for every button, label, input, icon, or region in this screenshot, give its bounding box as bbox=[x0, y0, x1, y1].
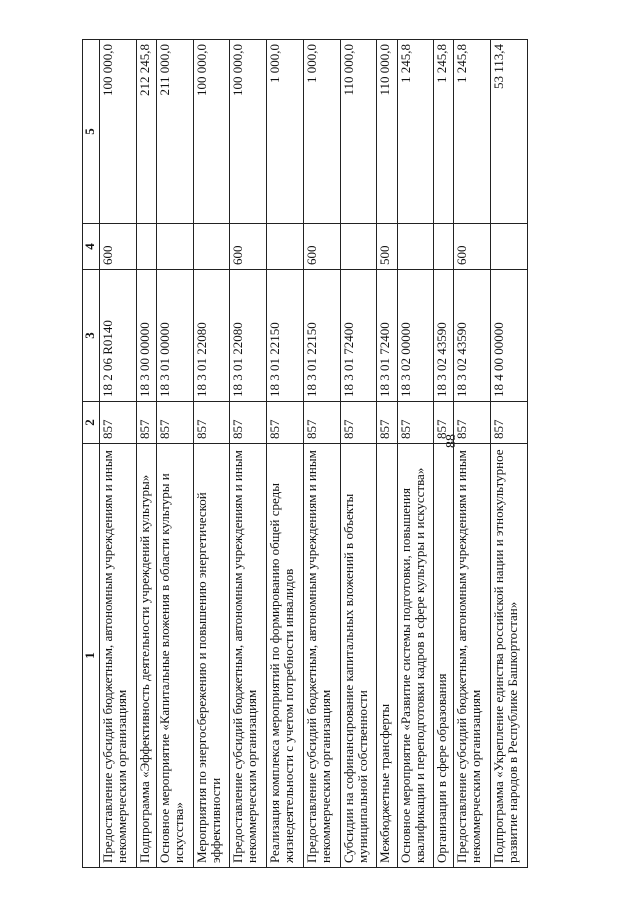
table-row bbox=[230, 40, 267, 868]
table-row bbox=[434, 40, 454, 868]
budget-table bbox=[82, 39, 528, 868]
row-ministry-code: 857 bbox=[230, 402, 267, 444]
row-amount: 1 000,0 bbox=[303, 40, 340, 224]
row-amount: 1 245,8 bbox=[397, 40, 434, 224]
row-name: Реализация комплекса мероприятий по формированию общей среды жизнедеятельности с учетом потребности инвалидов bbox=[267, 444, 304, 868]
header-col-3: 3 bbox=[83, 270, 100, 402]
row-target-code: 18 3 02 00000 bbox=[397, 270, 434, 402]
row-expense-type: 600 bbox=[230, 224, 267, 270]
row-name: Предоставление субсидий бюджетным, автономным учреждениям и иным некоммерческим организациям bbox=[303, 444, 340, 868]
row-name: Подпрограмма «Укрепление единства российской нации и этнокультурное развитие народов в Республике Башкортостан» bbox=[491, 444, 528, 868]
row-expense-type bbox=[156, 224, 193, 270]
row-expense-type: 500 bbox=[377, 224, 397, 270]
table-row bbox=[193, 40, 230, 868]
row-amount: 110 000,0 bbox=[340, 40, 377, 224]
row-ministry-code: 857 bbox=[377, 402, 397, 444]
row-name: Предоставление субсидий бюджетным, автономным учреждениям и иным некоммерческим организациям bbox=[100, 444, 137, 868]
table-row bbox=[377, 40, 397, 868]
table-row bbox=[267, 40, 304, 868]
row-target-code: 18 3 01 72400 bbox=[340, 270, 377, 402]
row-ministry-code: 857 bbox=[397, 402, 434, 444]
table-body bbox=[100, 40, 528, 868]
row-target-code: 18 3 01 00000 bbox=[156, 270, 193, 402]
row-name: Организации в сфере образования bbox=[434, 444, 454, 868]
row-ministry-code: 857 bbox=[193, 402, 230, 444]
table-rotator bbox=[82, 40, 528, 868]
row-amount: 211 000,0 bbox=[156, 40, 193, 224]
row-name: Основное мероприятие «Развитие системы подготовки, повышения квалификации и переподготовки кадров в сфере культуры и искусства» bbox=[397, 444, 434, 868]
page-number: 88 bbox=[444, 434, 459, 448]
row-amount: 1 000,0 bbox=[267, 40, 304, 224]
row-ministry-code: 857 bbox=[156, 402, 193, 444]
row-expense-type bbox=[434, 224, 454, 270]
table-row bbox=[303, 40, 340, 868]
row-target-code: 18 3 02 43590 bbox=[454, 270, 491, 402]
row-target-code: 18 3 01 22150 bbox=[303, 270, 340, 402]
row-expense-type bbox=[397, 224, 434, 270]
header-col-5: 5 bbox=[83, 40, 100, 224]
row-ministry-code: 857 bbox=[340, 402, 377, 444]
row-expense-type bbox=[267, 224, 304, 270]
row-expense-type bbox=[136, 224, 156, 270]
row-expense-type: 600 bbox=[454, 224, 491, 270]
table-row bbox=[100, 40, 137, 868]
row-target-code: 18 3 01 22150 bbox=[267, 270, 304, 402]
table-row bbox=[454, 40, 491, 868]
header-col-2: 2 bbox=[83, 402, 100, 444]
row-ministry-code: 857 bbox=[454, 402, 491, 444]
header-row bbox=[83, 40, 100, 868]
row-name: Мероприятия по энергосбережению и повышению энергетической эффективности bbox=[193, 444, 230, 868]
row-name: Субсидии на софинансирование капитальных вложений в объекты муниципальной собственности bbox=[340, 444, 377, 868]
row-target-code: 18 3 01 72400 bbox=[377, 270, 397, 402]
row-ministry-code: 857 bbox=[136, 402, 156, 444]
row-amount: 53 113,4 bbox=[491, 40, 528, 224]
row-amount: 212 245,8 bbox=[136, 40, 156, 224]
table-row bbox=[156, 40, 193, 868]
row-name: Основное мероприятие «Капитальные вложения в области культуры и искусства» bbox=[156, 444, 193, 868]
row-expense-type: 600 bbox=[303, 224, 340, 270]
row-target-code: 18 3 01 22080 bbox=[230, 270, 267, 402]
row-amount: 1 245,8 bbox=[454, 40, 491, 224]
row-name: Межбюджетные трансферты bbox=[377, 444, 397, 868]
row-amount: 100 000,0 bbox=[193, 40, 230, 224]
row-expense-type bbox=[491, 224, 528, 270]
row-target-code: 18 3 02 43590 bbox=[434, 270, 454, 402]
row-target-code: 18 3 00 00000 bbox=[136, 270, 156, 402]
row-name: Предоставление субсидий бюджетным, автономным учреждениям и иным некоммерческим организациям bbox=[230, 444, 267, 868]
row-name: Подпрограмма «Эффективность деятельности учреждений культуры» bbox=[136, 444, 156, 868]
row-target-code: 18 4 00 00000 bbox=[491, 270, 528, 402]
row-amount: 1 245,8 bbox=[434, 40, 454, 224]
row-ministry-code: 857 bbox=[434, 402, 454, 444]
row-target-code: 18 2 06 R0140 bbox=[100, 270, 137, 402]
row-amount: 100 000,0 bbox=[230, 40, 267, 224]
row-expense-type: 600 bbox=[100, 224, 137, 270]
row-amount: 100 000,0 bbox=[100, 40, 137, 224]
table-row bbox=[136, 40, 156, 868]
row-expense-type bbox=[193, 224, 230, 270]
table-row bbox=[397, 40, 434, 868]
row-ministry-code: 857 bbox=[267, 402, 304, 444]
row-expense-type bbox=[340, 224, 377, 270]
row-ministry-code: 857 bbox=[491, 402, 528, 444]
row-target-code: 18 3 01 22080 bbox=[193, 270, 230, 402]
row-name: Предоставление субсидий бюджетным, автономным учреждениям и иным некоммерческим организациям bbox=[454, 444, 491, 868]
row-ministry-code: 857 bbox=[303, 402, 340, 444]
header-col-1: 1 bbox=[83, 444, 100, 868]
row-ministry-code: 857 bbox=[100, 402, 137, 444]
table-row bbox=[340, 40, 377, 868]
table-row bbox=[491, 40, 528, 868]
row-amount: 110 000,0 bbox=[377, 40, 397, 224]
header-col-4: 4 bbox=[83, 224, 100, 270]
